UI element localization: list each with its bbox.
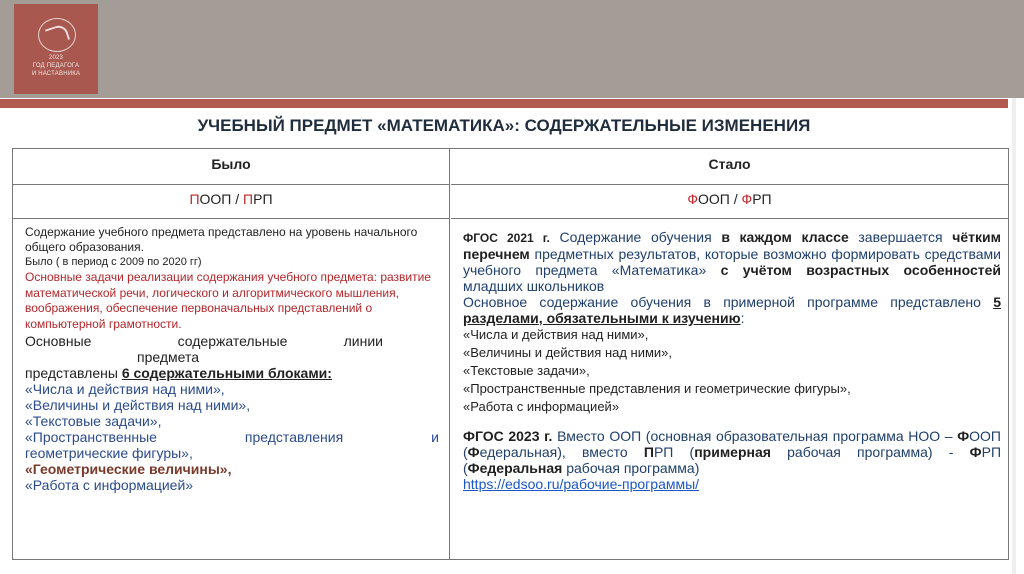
left-paragraph-2: Было ( в период с 2009 по 2020 гг) xyxy=(25,256,202,268)
list-item: «Работа с информацией» xyxy=(25,477,194,493)
list-item: «Текстовые задачи», xyxy=(25,413,162,429)
right-link-row xyxy=(463,476,1001,492)
header-bylo: Было xyxy=(13,149,449,185)
right-paragraph-1: ФГОС 2021 г. Содержание обучения в каждом классе завершается чётким перечнем предметных результатов, которые возможно формировать средствами учебного предмета «Математика» с учётом возрастных особенностей младших школьников xyxy=(463,229,1001,294)
logo-mark-icon xyxy=(38,18,76,52)
list-item: геометрические фигуры», xyxy=(25,445,193,461)
header-stalo: Стало xyxy=(451,149,1008,185)
logo xyxy=(14,4,98,94)
logo-text-2: И НАСТАВНИКА xyxy=(31,71,81,77)
logo-text-1: ГОД ПЕДАГОГА xyxy=(32,63,80,69)
right-paragraph-2: Основное содержание обучения в примерной программе представлено 5 разделами, обязательными к изучению: xyxy=(463,294,1001,326)
right-edge xyxy=(1012,98,1016,574)
logo-year: 2023 xyxy=(48,55,64,61)
right-content xyxy=(463,229,1001,492)
subheader-right: ФООП / ФРП xyxy=(451,185,1008,219)
comparison-table xyxy=(12,148,1009,560)
left-content xyxy=(25,225,439,493)
left-paragraph-3: Основные задачи реализации содержания учебного предмета: развитие математической речи, логического и алгоритмического мышления, воображения, обеспечение первоначальных представлений о компьютерной грамотности. xyxy=(25,270,431,331)
top-band xyxy=(0,0,1024,98)
left-paragraph-1: Содержание учебного предмета представлено на уровень начального общего образования. xyxy=(25,225,418,254)
list-item: «Работа с информацией» xyxy=(463,399,620,414)
list-item: «Пространственные представления и xyxy=(25,429,439,445)
left-column xyxy=(13,149,450,559)
list-item: «Пространственные представления и геометрические фигуры», xyxy=(463,381,851,396)
edsoo-link[interactable]: https://edsoo.ru/рабочие-программы/ xyxy=(463,476,700,492)
right-paragraph-3: ФГОС 2023 г. Вместо ООП (основная образовательная программа НОО – ФООП (Федеральная), вместо ПРП (примерная рабочая программа) - ФРП (Федеральная рабочая программа) xyxy=(463,428,1002,476)
left-items xyxy=(25,381,439,493)
list-item: «Текстовые задачи», xyxy=(463,363,590,378)
list-item: «Геометрические величины», xyxy=(25,461,232,477)
list-item: «Величины и действия над ними», xyxy=(25,397,251,413)
page-title: УЧЕБНЫЙ ПРЕДМЕТ «МАТЕМАТИКА»: СОДЕРЖАТЕЛЬНЫЕ ИЗМЕНЕНИЯ xyxy=(197,116,811,135)
list-item: «Величины и действия над ними», xyxy=(463,345,673,360)
subheader-left: ПООП / ПРП xyxy=(13,185,449,219)
list-item: «Числа и действия над ними», xyxy=(463,327,649,342)
list-item: «Числа и действия над ними», xyxy=(25,381,225,397)
accent-rule xyxy=(0,99,1008,108)
right-items xyxy=(463,326,1001,416)
left-lines-block: Основные содержательные линии предмета представлены 6 содержательными блоками: xyxy=(25,333,383,381)
right-column xyxy=(451,149,1008,559)
